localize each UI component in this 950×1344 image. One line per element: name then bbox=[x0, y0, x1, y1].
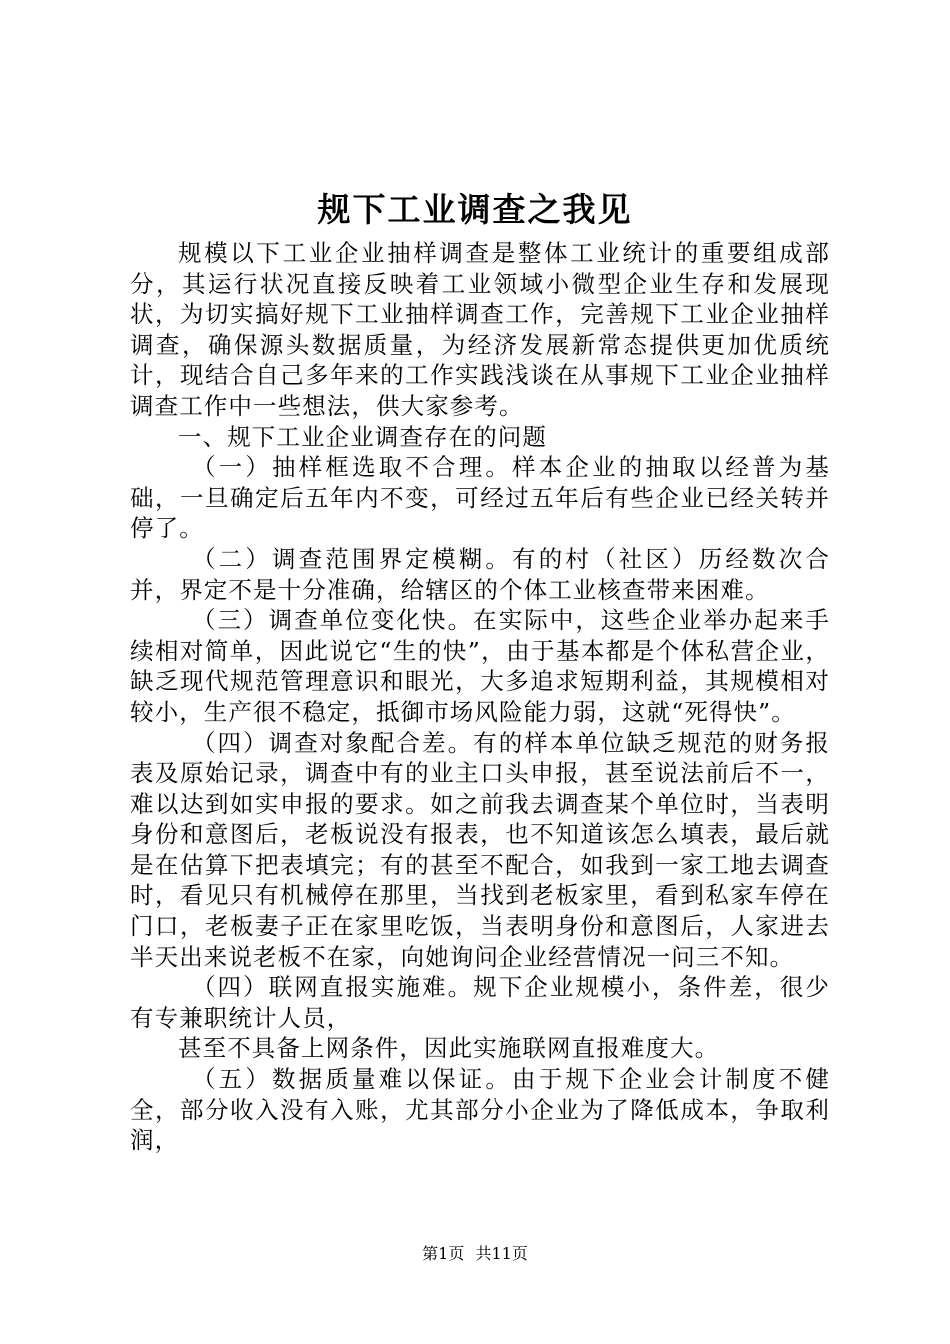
body-paragraph: （五）数据质量难以保证。由于规下企业会计制度不健全，部分收入没有入账，尤其部分小企业为了降低成本，争取利润， bbox=[130, 1065, 830, 1155]
document-title: 规下工业调查之我见 bbox=[317, 190, 633, 229]
body-paragraph: （四）联网直报实施难。规下企业规模小，条件差，很少有专兼职统计人员， bbox=[130, 973, 830, 1032]
document-body bbox=[130, 238, 830, 1156]
page-number: 第1页 bbox=[422, 1244, 465, 1263]
page-total: 共11页 bbox=[475, 1244, 528, 1263]
page-footer bbox=[0, 1244, 950, 1264]
body-paragraph: （三）调查单位变化快。在实际中，这些企业举办起来手续相对简单，因此说它“生的快”，由于基本都是个体私营企业，缺乏现代规范管理意识和眼光，大多追求短期利益，其规模相对较小，生产很不稳定，抵御市场风险能力弱，这就“死得快”。 bbox=[130, 606, 830, 726]
body-paragraph: （二）调查范围界定模糊。有的村（社区）历经数次合并，界定不是十分准确，给辖区的个体工业核查带来困难。 bbox=[130, 544, 830, 604]
intro-paragraph: 规模以下工业企业抽样调查是整体工业统计的重要组成部分，其运行状况直接反映着工业领域小微型企业生存和发展现状，为切实搞好规下工业抽样调查工作，完善规下工业企业抽样调查，确保源头数据质量，为经济发展新常态提供更加优质统计，现结合自己多年来的工作实践浅谈在从事规下工业企业抽样调查工作中一些想法，供大家参考。 bbox=[130, 239, 830, 420]
body-paragraph: 甚至不具备上网条件，因此实施联网直报难度大。 bbox=[178, 1034, 720, 1063]
section-heading: 一、规下工业企业调查存在的问题 bbox=[178, 422, 547, 451]
body-paragraph: （一）抽样框选取不合理。样本企业的抽取以经普为基础，一旦确定后五年内不变，可经过五年后有些企业已经关转并停了。 bbox=[130, 453, 830, 543]
body-paragraph: （四）调查对象配合差。有的样本单位缺乏规范的财务报表及原始记录，调查中有的业主口头申报，甚至说法前后不一，难以达到如实申报的要求。如之前我去调查某个单位时，当表明身份和意图后，老板说没有报表，也不知道该怎么填表，最后就是在估算下把表填完；有的甚至不配合，如我到一家工地去调查时，看见只有机械停在那里，当找到老板家里，看到私家车停在门口，老板妻子正在家里吃饭，当表明身份和意图后，人家进去半天出来说老板不在家，向她询问企业经营情况一问三不知。 bbox=[130, 728, 830, 971]
